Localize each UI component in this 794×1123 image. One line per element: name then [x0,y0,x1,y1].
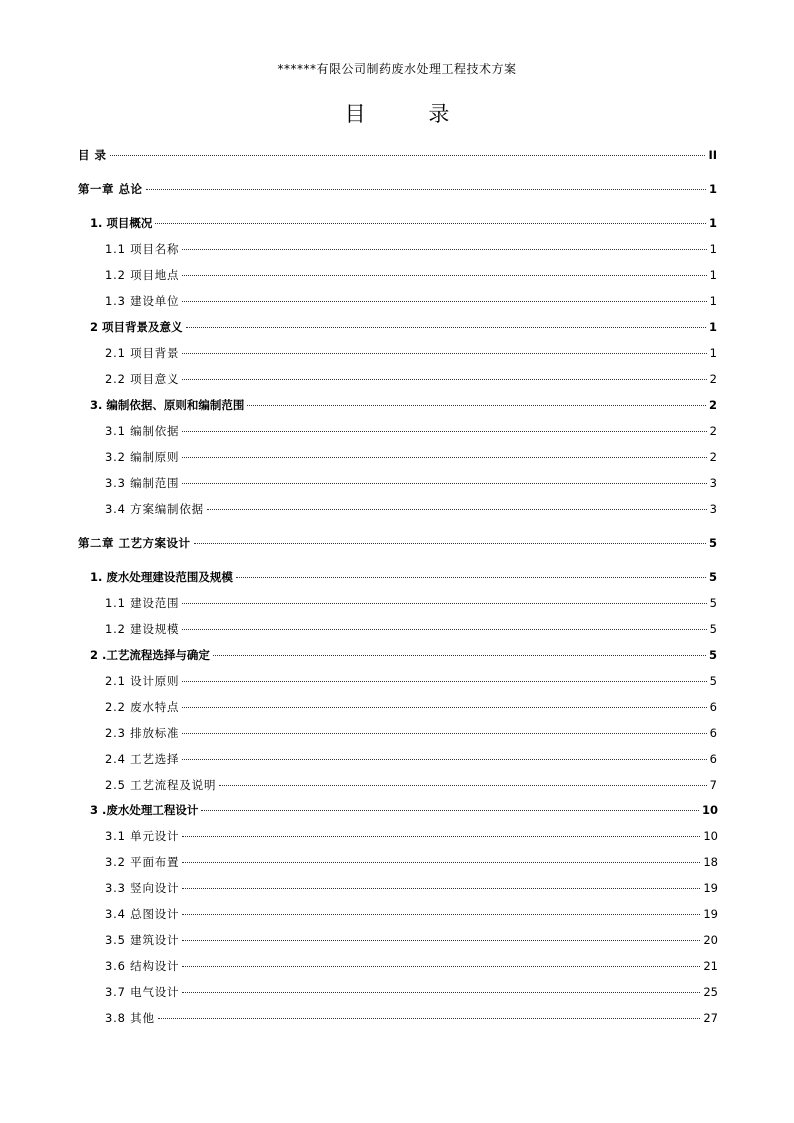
toc-entry-page-number: 1 [709,268,717,282]
toc-entry-label: 3.2 平面布置 [105,855,180,869]
toc-entry[interactable] [105,957,718,975]
toc-entry-label: 3.2 编制原则 [105,450,180,464]
toc-entry-page-number: 6 [709,752,717,766]
document-header: ******有限公司制药废水处理工程技术方案 [277,62,517,76]
toc-entry-label: 2.4 工艺选择 [105,752,180,766]
dot-leader [182,457,706,458]
toc-entry-label: 3.7 电气设计 [105,985,180,999]
toc-entry-page-number: 2 [709,424,717,438]
toc-entry-label: 2.2 项目意义 [105,372,180,386]
toc-entry-label: 1.2 项目地点 [105,268,180,282]
dot-leader [186,327,706,328]
toc-entry-page-number: 1 [709,346,717,360]
toc-entry[interactable] [105,750,717,768]
toc-entry[interactable] [105,422,717,440]
toc-entry-page-number: 27 [703,1011,718,1025]
toc-entry[interactable] [105,292,717,310]
dot-leader [182,966,700,967]
dot-leader [182,353,706,354]
toc-entry-page-number: 5 [709,622,717,636]
dot-leader [182,914,700,915]
dot-leader [194,543,706,544]
toc-entry-page-number: 7 [709,778,717,792]
toc-entry-label: 3.6 结构设计 [105,959,180,973]
toc-entry-page-number: II [708,148,717,162]
toc-entry-page-number: 21 [703,959,718,973]
dot-leader [110,155,706,156]
toc-entry[interactable] [90,646,717,664]
toc-entry[interactable] [105,448,717,466]
dot-leader [146,189,706,190]
toc-entry[interactable] [78,146,717,164]
toc-entry[interactable] [105,240,717,258]
toc-entry-page-number: 20 [703,933,718,947]
toc-entry[interactable] [78,180,717,198]
toc-entry-label: 3. 编制依据、原则和编制范围 [90,398,245,412]
toc-entry-label: 2 .工艺流程选择与确定 [90,648,210,662]
toc-entry[interactable] [105,776,717,794]
dot-leader [182,862,700,863]
dot-leader [182,249,706,250]
toc-entry-label: 3 .废水处理工程设计 [90,803,199,817]
toc-entry[interactable] [105,879,718,897]
toc-entry-label: 1. 废水处理建设范围及规模 [90,570,233,584]
toc-entry[interactable] [105,1009,718,1027]
dot-leader [182,603,706,604]
toc-entry-page-number: 1 [708,320,717,334]
toc-entry-page-number: 6 [709,700,717,714]
toc-entry[interactable] [105,344,717,362]
dot-leader [201,810,699,811]
dot-leader [182,940,700,941]
toc-entry[interactable] [105,594,717,612]
dot-leader [219,785,706,786]
dot-leader [182,992,700,993]
toc-entry-label: 2 项目背景及意义 [90,320,183,334]
toc-entry[interactable] [105,474,717,492]
toc-entry-page-number: 10 [703,829,718,843]
toc-entry-page-number: 6 [709,726,717,740]
toc-entry-label: 3.3 编制范围 [105,476,180,490]
toc-entry-page-number: 1 [709,242,717,256]
toc-entry-label: 1.1 建设范围 [105,596,180,610]
toc-entry[interactable] [105,983,718,1001]
toc-entry-label: 1. 项目概况 [90,216,153,230]
toc-entry-page-number: 5 [708,648,717,662]
toc-entry-label: 1.1 项目名称 [105,242,180,256]
dot-leader [182,759,706,760]
toc-entry-page-number: 5 [709,596,717,610]
toc-entry[interactable] [105,672,717,690]
toc-entry-label: 2.1 项目背景 [105,346,180,360]
toc-entry-label: 2.5 工艺流程及说明 [105,778,217,792]
toc-entry-page-number: 19 [703,881,718,895]
dot-leader [182,379,706,380]
toc-entry[interactable] [105,266,717,284]
toc-entry-page-number: 5 [709,674,717,688]
toc-entry[interactable] [105,500,717,518]
toc-entry-page-number: 1 [709,294,717,308]
dot-leader [182,301,706,302]
toc-entry-label: 3.3 竖向设计 [105,881,180,895]
toc-entry-label: 3.5 建筑设计 [105,933,180,947]
toc-entry-page-number: 3 [709,502,717,516]
toc-entry-page-number: 19 [703,907,718,921]
dot-leader [182,733,706,734]
toc-entry[interactable] [105,370,717,388]
dot-leader [182,681,706,682]
toc-entry-label: 3.1 单元设计 [105,829,180,843]
dot-leader [236,577,706,578]
toc-entry-page-number: 2 [708,398,717,412]
dot-leader [213,655,706,656]
dot-leader [182,483,706,484]
dot-leader [247,405,706,406]
toc-entry[interactable] [105,827,718,845]
toc-entry-label: 3.8 其他 [105,1011,155,1025]
dot-leader [182,275,706,276]
toc-entry[interactable] [90,396,717,414]
dot-leader [158,1018,701,1019]
toc-entry[interactable] [105,853,718,871]
toc-entry-page-number: 10 [701,803,718,817]
toc-entry[interactable] [105,931,718,949]
toc-entry[interactable] [78,534,717,552]
toc-entry-page-number: 2 [709,372,717,386]
toc-entry-label: 1.2 建设规模 [105,622,180,636]
toc-entry[interactable] [105,620,717,638]
dot-leader [182,629,706,630]
toc-entry-label: 2.3 排放标准 [105,726,180,740]
toc-entry-page-number: 1 [708,216,717,230]
toc-entry[interactable] [90,568,717,586]
toc-entry-label: 第一章 总论 [78,182,143,196]
toc-entry-page-number: 2 [709,450,717,464]
toc-entry-label: 3.4 方案编制依据 [105,502,204,516]
dot-leader [182,888,700,889]
toc-entry[interactable] [90,318,717,336]
toc-entry-label: 3.4 总图设计 [105,907,180,921]
toc-title: 目 录 [344,102,478,126]
toc-entry-page-number: 3 [709,476,717,490]
toc-entry[interactable] [90,214,717,232]
toc-entry-label: 3.1 编制依据 [105,424,180,438]
toc-entry[interactable] [105,905,718,923]
toc-entry[interactable] [105,724,717,742]
toc-entry[interactable] [90,801,718,819]
dot-leader [182,707,706,708]
toc-entry-page-number: 5 [708,570,717,584]
toc-entry-label: 1.3 建设单位 [105,294,180,308]
toc-entry-label: 第二章 工艺方案设计 [78,536,191,550]
toc-entry-page-number: 1 [708,182,717,196]
toc-entry-label: 目 录 [78,148,107,162]
toc-entry-page-number: 25 [703,985,718,999]
toc-entry-label: 2.2 废水特点 [105,700,180,714]
dot-leader [182,836,700,837]
dot-leader [155,223,706,224]
toc-entry-label: 2.1 设计原则 [105,674,180,688]
toc-entry[interactable] [105,698,717,716]
toc-entry-page-number: 18 [703,855,718,869]
dot-leader [207,509,707,510]
toc-entry-page-number: 5 [708,536,717,550]
dot-leader [182,431,706,432]
